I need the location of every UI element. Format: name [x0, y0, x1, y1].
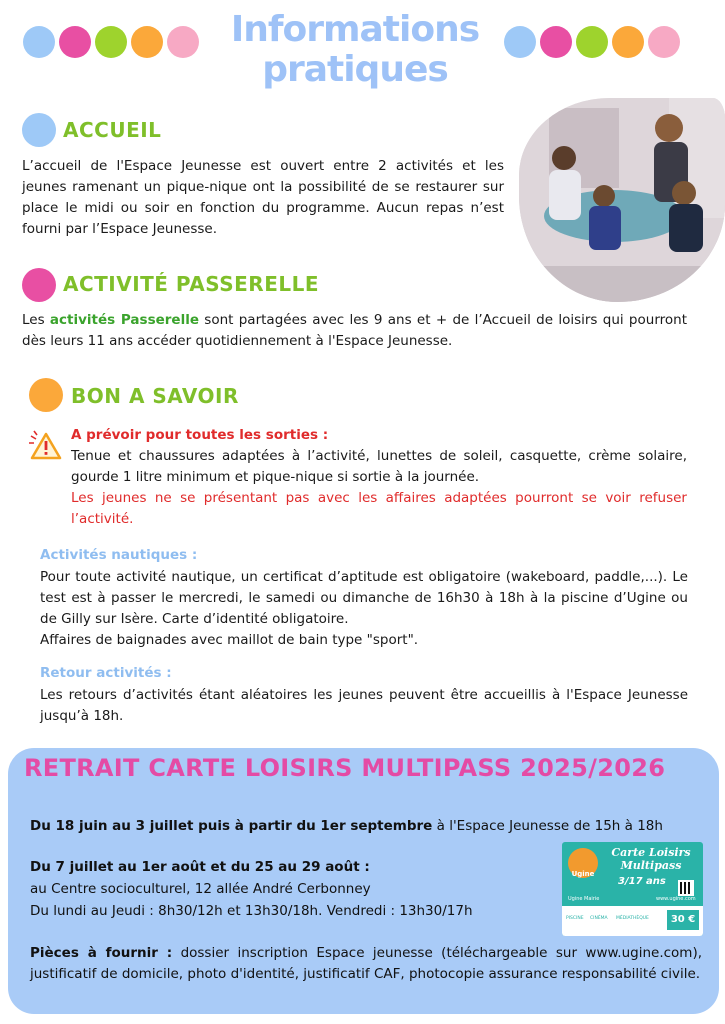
card-item-mediatheque: MÉDIATHÈQUE — [616, 916, 649, 921]
warning-red-text: Les jeunes ne se présentant pas avec les affaires adaptées pourront se voir refuser l’activité. — [71, 490, 687, 527]
card-social: Ugine Mairie — [568, 896, 600, 902]
passerelle-text — [22, 310, 687, 352]
card-title: Carte Loisirs Multipass — [611, 846, 691, 872]
warning-heading: A prévoir pour toutes les sorties : — [71, 427, 329, 443]
passerelle-title: ACTIVITÉ PASSERELLE — [63, 272, 320, 296]
kids-activity-photo — [519, 98, 725, 302]
multipass-line1-bold: Du 18 juin au 3 juillet puis à partir du 1er septembre — [30, 818, 433, 834]
header-dots-left — [23, 26, 199, 58]
card-price: 30 € — [667, 910, 699, 930]
warning-text: Tenue et chaussures adaptées à l’activité, lunettes de soleil, casquette, crème solaire, gourde 1 litre minimum et pique-nique si sortie à la journée. — [71, 448, 687, 485]
warning-icon — [28, 428, 64, 466]
retour-text: Les retours d’activités étant aléatoires les jeunes peuvent être accueillis à l'Espace Jeunesse jusqu’à 18h. — [40, 687, 688, 724]
bon-a-savoir-title: BON A SAVOIR — [71, 384, 239, 408]
pieces-bold: Pièces à fournir : — [30, 945, 173, 961]
dot-blue — [23, 26, 55, 58]
multipass-card-image — [562, 842, 703, 936]
page-title — [200, 10, 510, 90]
card-logo: Ugine — [568, 848, 598, 878]
passerelle-highlight: activités Passerelle — [49, 312, 199, 328]
nautiques-text2: Affaires de baignades avec maillot de bain type "sport". — [40, 632, 419, 648]
bon-a-savoir-dot — [29, 378, 63, 412]
card-item-cinema: CINÉMA — [590, 916, 608, 921]
pieces-text — [30, 943, 702, 985]
dot-light-pink — [167, 26, 199, 58]
multipass-line4: Du lundi au Jeudi : 8h30/12h et 13h30/18h. Vendredi : 13h30/17h — [30, 903, 473, 919]
dot-orange — [131, 26, 163, 58]
passerelle-dot — [22, 268, 56, 302]
pieces-rest: dossier inscription Espace jeunesse (téléchargeable sur www.ugine.com), justificatif de domicile, photo d'identité, justificatif CAF, photocopie assurance responsabilité civile. — [30, 945, 702, 982]
dot-pink — [59, 26, 91, 58]
card-ages: 3/17 ans — [618, 876, 666, 887]
accueil-dot — [22, 113, 56, 147]
passerelle-text-after: sont partagées avec les 9 ans et + de l’Accueil de loisirs qui pourront dès leurs 11 ans accéder quotidiennement à l'Espace Jeunesse. — [22, 312, 687, 349]
page-title-line1: Informations — [230, 9, 480, 50]
dot-light-pink — [648, 26, 680, 58]
multipass-line1-rest: à l'Espace Jeunesse de 15h à 18h — [432, 818, 663, 834]
card-qr-icon — [678, 880, 694, 896]
card-bottom — [562, 906, 703, 936]
multipass-title: RETRAIT CARTE LOISIRS MULTIPASS 2025/2026 — [24, 754, 666, 782]
multipass-line2: Du 7 juillet au 1er août et du 25 au 29 août : — [30, 859, 370, 875]
dot-green — [576, 26, 608, 58]
nautiques-heading: Activités nautiques : — [40, 547, 198, 563]
dot-pink — [540, 26, 572, 58]
accueil-title: ACCUEIL — [63, 118, 162, 142]
page-title-line2: pratiques — [262, 49, 448, 90]
dot-orange — [612, 26, 644, 58]
card-url: www.ugine.com — [656, 896, 696, 902]
retour-heading: Retour activités : — [40, 665, 172, 681]
header-dots-right — [504, 26, 680, 58]
multipass-line1 — [30, 816, 710, 837]
photo-illustration — [519, 98, 725, 302]
multipass-line3: au Centre socioculturel, 12 allée André Cerbonney — [30, 881, 371, 897]
nautiques-text: Pour toute activité nautique, un certificat d’aptitude est obligatoire (wakeboard, paddle,...). Le test est à passer le mercredi, le samedi ou dimanche de 16h30 à 18h à la piscine d’Ugine ou de Gilly sur Isère. Carte d’identité obligatoire. — [40, 569, 688, 627]
card-item-piscine: PISCINE — [566, 916, 584, 921]
passerelle-text-before: Les — [22, 312, 50, 328]
accueil-text: L’accueil de l'Espace Jeunesse est ouvert entre 2 activités et les jeunes ramenant un pique-nique ont la possibilité de se restaurer sur place le midi ou soir en fonction du programme. Aucun repas n’est fourni par l’Espace Jeunesse. — [22, 158, 504, 237]
dot-green — [95, 26, 127, 58]
